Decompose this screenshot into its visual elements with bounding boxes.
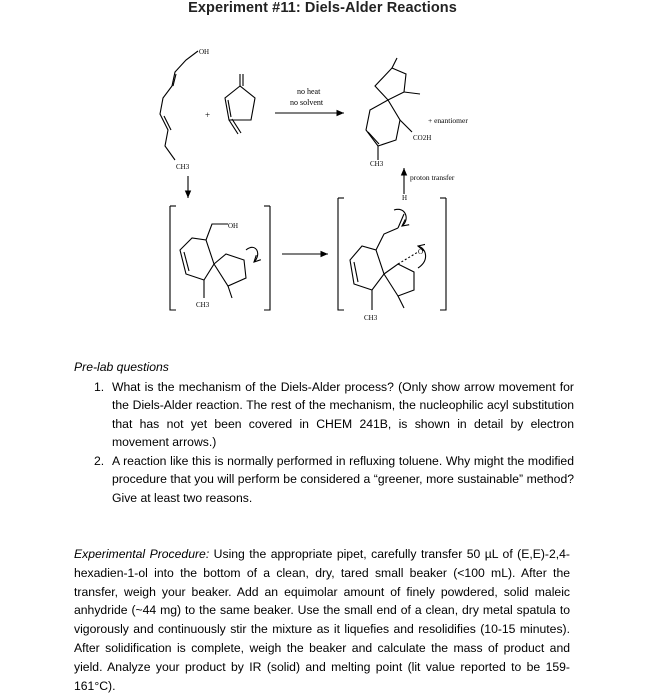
product-molecule [366,58,420,160]
o-label: O [418,248,424,256]
procedure-text: Using the appropriate pipet, carefully transfer 50 µL of (E,E)-2,4-hexadien-1-ol into the bottom of a clean, dry, tared small beaker (<100 mL). After the transfer, weigh your beaker. Add an equimolar amount of finely powdered, solid maleic anhydride (~44 mg) to the same beaker. Use the small end of a clean, dry metal spatula to vigorously and continuously stir the mixture as it liquefies and resolidifies (10-15 minutes). After solidification is complete, weigh the beaker and calculate the mass of product and yield. Analyze your product by IR (solid) and melting point (lit value reported to be 159-161°C). [74,547,570,693]
ch3-label: CH3 [176,163,190,171]
enantiomer-note: + enantiomer [428,116,468,125]
question-number: 1. [94,379,105,394]
intermediate-1 [170,206,270,310]
question-text: A reaction like this is normally performed in refluxing toluene. Why might the modified procedure that you will perform be considered a “greener, more sustainable” method? Give at least two reasons. [112,453,574,505]
oh-label: OH [199,48,210,56]
diene-molecule [160,51,198,160]
question-number: 2. [94,453,105,468]
plus-sign: + [205,110,211,120]
ch3-label: CH3 [196,301,210,309]
prelab-heading: Pre-lab questions [74,360,169,374]
ch3-label: CH3 [370,160,384,168]
co2h-label: CO2H [413,134,432,142]
question-text: What is the mechanism of the Diels-Alder process? (Only show arrow movement for the Diels-Alder reaction. The rest of the mechanism, the nucleophilic acyl substitution that has not yet been covered in CHEM 241B, is shown in detail by electron movement arrows.) [112,379,574,449]
page-title: Experiment #11: Diels-Alder Reactions [188,0,457,16]
prelab-section [74,358,574,507]
conditions-line-1: no heat [297,87,321,96]
intermediate-2 [338,198,446,310]
h-label: H [402,194,408,202]
prelab-question [74,452,574,508]
experimental-procedure [74,545,570,695]
oh-label: OH [228,222,239,230]
procedure-label: Experimental Procedure: [74,547,210,561]
ch3-label: CH3 [364,314,378,322]
prelab-question [74,378,574,452]
proton-transfer-label: proton transfer [410,173,455,182]
maleic-anhydride-molecule [225,74,255,134]
conditions-line-2: no solvent [290,98,324,107]
reaction-scheme [0,28,645,328]
